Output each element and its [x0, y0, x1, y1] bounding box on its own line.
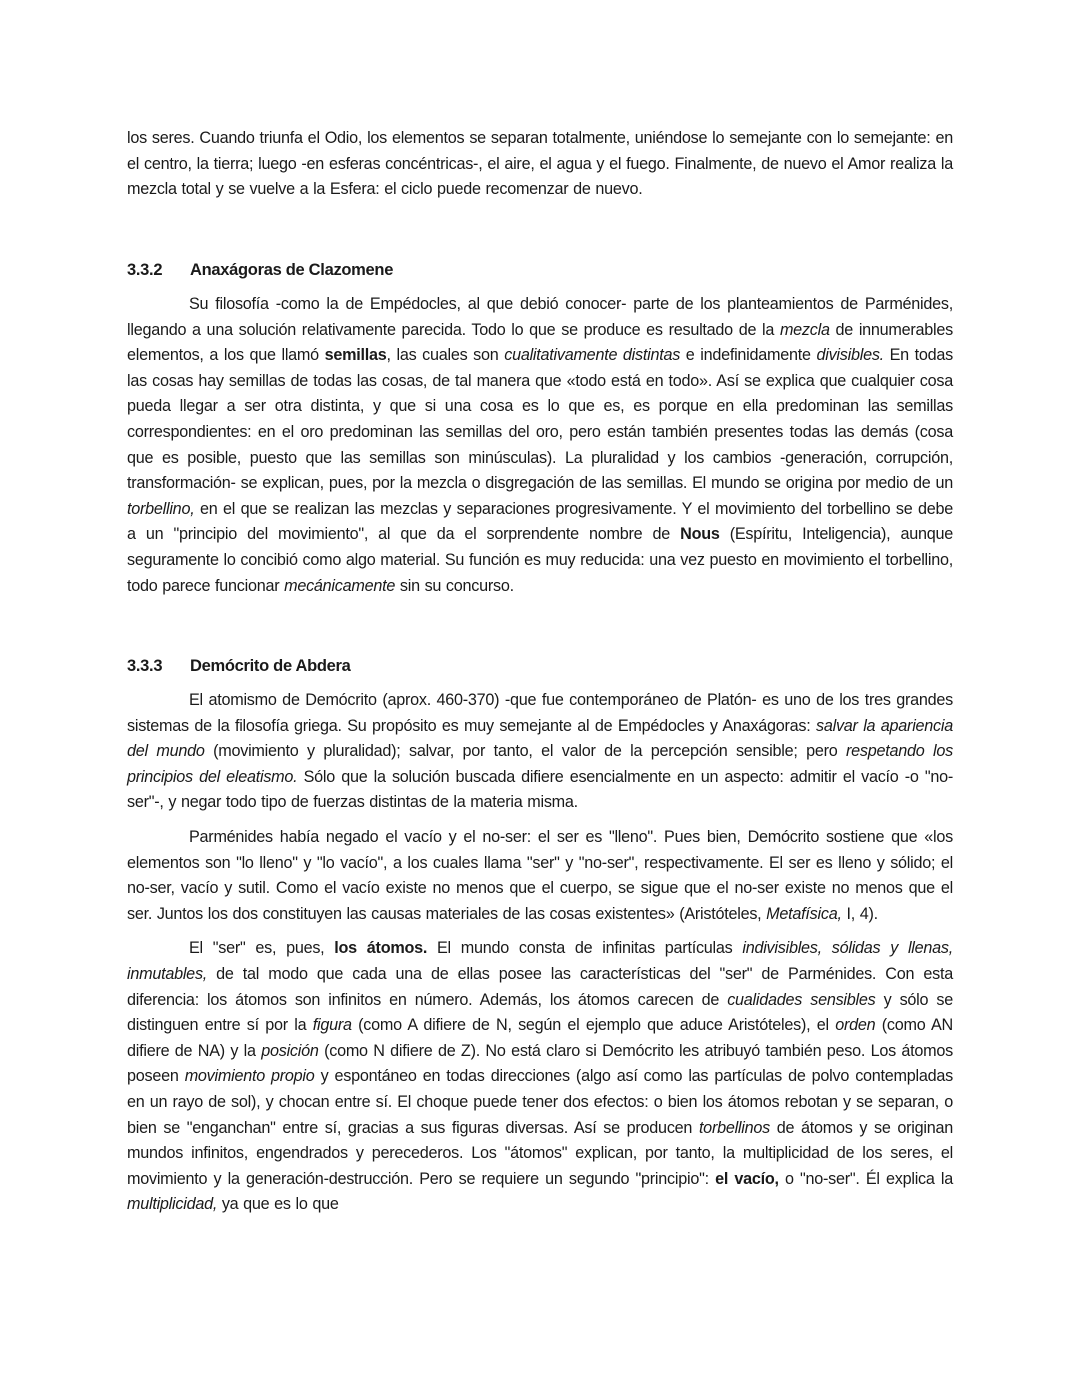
section-democrito [127, 654, 953, 1218]
bold-text: semillas [324, 346, 387, 365]
italic-text: mecánicamente [284, 576, 396, 595]
body-paragraph: Su filosofía -como la de Empédocles, al que debió conocer- parte de los planteamientos de Parménides, llegando a una solución relativamente parecida. Todo lo que se produce es resultado de la mezcla de innumerables elementos, a los que llamó semillas, las cuales son cualitativamente distintas e indefinidamente divisibles. En todas las cosas hay semillas de todas las cosas, de tal manera que «todo está en todo». Así se explica que cualquier cosa pueda llegar a ser otra distinta, y que si una cosa es lo que es, es porque en ella predominan las semillas correspondientes: en el oro predominan las semillas del oro, pero están también presentes todas las demás (cosa que es posible, puesto que las semillas son minúsculas). La pluralidad y los cambios -generación, corrupción, transformación- se explican, pues, por la mezcla o disgregación de las semillas. El mundo se origina por medio de un torbellino, en el que se realizan las mezclas y separaciones progresivamente. Y el movimiento del torbellino se debe a un "principio del movimiento", al que da el sorprendente nombre de Nous (Espíritu, Inteligencia), aunque seguramente lo concibió como algo material. Su función es muy reducida: una vez puesto en movimiento el torbellino, todo parece funcionar mecánicamente sin su concurso. [127, 295, 954, 595]
italic-text: salvar la apariencia del mundo [127, 716, 953, 761]
italic-text: torbellinos [698, 1118, 770, 1137]
intro-paragraph: los seres. Cuando triunfa el Odio, los elementos se separan totalmente, uniéndose lo semejante con lo semejante: en el centro, la tierra; luego -en esferas concéntricas-, el aire, el agua y el fuego. Finalmente, de nuevo el Amor realiza la mezcla total y se vuelve a la Esfera: el ciclo puede recomenzar de nuevo. [127, 129, 953, 199]
italic-text: cualidades sensibles [727, 990, 876, 1009]
italic-text: movimiento propio [184, 1067, 315, 1086]
italic-text: mezcla [779, 320, 830, 339]
italic-text: figura [312, 1016, 352, 1035]
italic-text: orden [835, 1016, 876, 1035]
section-heading [127, 258, 953, 283]
italic-text: respetando los principios del eleatismo. [127, 742, 953, 786]
bold-text: Nous [680, 525, 720, 544]
italic-text: cualitativamente distintas [504, 346, 681, 365]
italic-text: Metafísica, [766, 904, 842, 923]
italic-text: multiplicidad, [127, 1195, 218, 1214]
italic-text: posición [261, 1041, 319, 1060]
body-paragraph: El "ser" es, pues, los átomos. El mundo consta de infinitas partículas indivisibles, sólidas y llenas, inmutables, de tal modo que cada una de ellas posee las características del "ser" de Parménides. Con esta diferencia: los átomos son infinitos en número. Además, los átomos carecen de cualidades sensibles y sólo se distinguen entre sí por la figura (como A difiere de N, según el ejemplo que aduce Aristóteles), el orden (como AN difiere de NA) y la posición (como N difiere de Z). No está claro si Demócrito les atribuyó también peso. Los átomos poseen movimiento propio y espontáneo en todas direcciones (algo así como las partículas de polvo contempladas en un rayo de sol), y chocan entre sí. El choque puede tener dos efectos: o bien los átomos rebotan y se separan, o bien se "enganchan" entre sí, gracias a sus figuras diversas. Así se producen torbellinos de átomos y se originan mundos infinitos, engendrados y perecederos. Los "átomos" explican, por tanto, la multiplicidad de los seres, el movimiento y la generación-destrucción. Pero se requiere un segundo "principio": el vacío, o "no-ser". Él explica la multiplicidad, ya que es lo que [127, 939, 954, 1214]
italic-text: divisibles. [816, 346, 884, 365]
section-title: Anaxágoras de Clazomene [190, 261, 394, 279]
section-heading [127, 654, 953, 679]
body-paragraph: El atomismo de Demócrito (aprox. 460-370) -que fue contemporáneo de Platón- es uno de los tres grandes sistemas de la filosofía griega. Su propósito es muy semejante al de Empédocles y Anaxágoras: salvar la apariencia del mundo (movimiento y pluralidad); salvar, por tanto, el valor de la percepción sensible; pero respetando los principios del eleatismo. Sólo que la solución buscada difiere esencialmente en un aspecto: admitir el vacío -o "no-ser"-, y negar todo tipo de fuerzas distintas de la materia misma. [127, 691, 953, 812]
section-number: 3.3.3 [127, 657, 163, 675]
italic-text: torbellino, [127, 499, 195, 518]
section-title: Demócrito de Abdera [190, 657, 351, 675]
italic-text: indivisibles, sólidas y llenas, inmutables, [127, 939, 954, 983]
bold-text: los átomos. [334, 939, 428, 958]
section-anaxagoras [127, 258, 953, 599]
bold-text: el vacío, [715, 1169, 779, 1188]
section-number: 3.3.2 [127, 261, 163, 279]
body-paragraph: Parménides había negado el vacío y el no-ser: el ser es "lleno". Pues bien, Demócrito sostiene que «los elementos son "lo lleno" y "lo vacío", a los cuales llama "ser" y "no-ser", respectivamente. El ser es lleno y sólido; el no-ser, vacío y sutil. Como el vacío existe no menos que el cuerpo, se sigue que el no-ser existe no menos que el ser. Juntos los dos constituyen las causas materiales de las cosas existentes» (Aristóteles, Metafísica, I, 4). [127, 827, 953, 923]
